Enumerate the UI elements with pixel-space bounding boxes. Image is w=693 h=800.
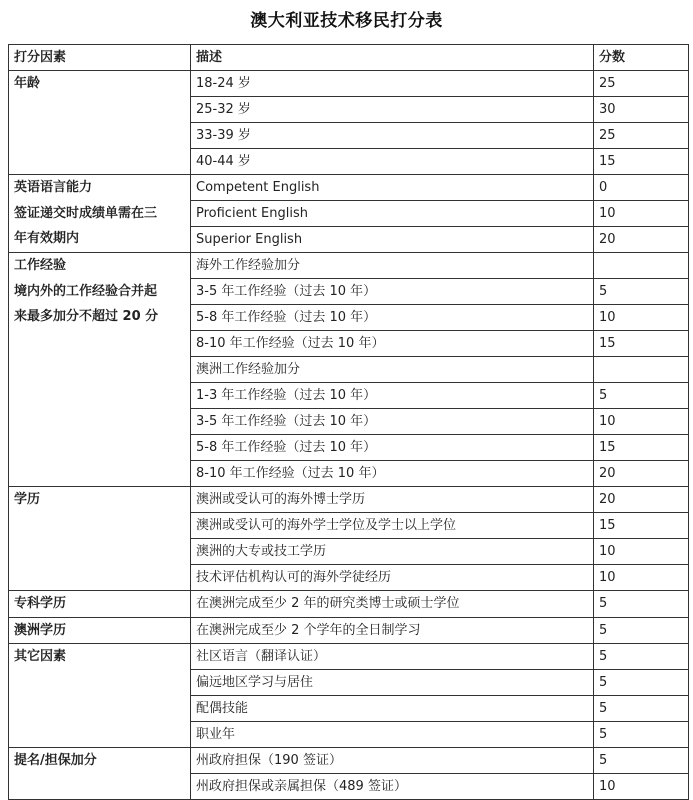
score-cell: 25: [594, 71, 689, 97]
factor-cell: [9, 175, 191, 253]
table-row: [9, 644, 689, 670]
header-description: 描述: [191, 45, 594, 71]
description-cell: 偏远地区学习与居住: [191, 670, 594, 696]
table-body: [9, 71, 689, 800]
description-cell: 在澳洲完成至少 2 年的研究类博士或硕士学位: [191, 591, 594, 618]
description-cell: 社区语言（翻译认证）: [191, 644, 594, 670]
description-cell: 澳洲或受认可的海外学士学位及学士以上学位: [191, 513, 594, 539]
factor-label: 澳洲学历: [14, 622, 67, 638]
score-cell: 20: [594, 227, 689, 253]
description-cell: 18-24 岁: [191, 71, 594, 97]
factor-label: 英语语言能力: [14, 180, 93, 195]
description-cell: 33-39 岁: [191, 123, 594, 149]
factor-cell: [9, 253, 191, 487]
header-row: [9, 45, 689, 71]
table-row: [9, 487, 689, 513]
description-cell: 5-8 年工作经验（过去 10 年）: [191, 305, 594, 331]
description-cell: 5-8 年工作经验（过去 10 年）: [191, 435, 594, 461]
score-cell: 15: [594, 331, 689, 357]
description-cell: 配偶技能: [191, 696, 594, 722]
score-cell: 10: [594, 305, 689, 331]
score-cell: 5: [594, 617, 689, 644]
factor-cell: [9, 71, 191, 175]
factor-cell: [9, 748, 191, 800]
score-cell: 10: [594, 409, 689, 435]
description-cell: 3-5 年工作经验（过去 10 年）: [191, 279, 594, 305]
description-cell: 25-32 岁: [191, 97, 594, 123]
factor-label: 年龄: [14, 76, 41, 91]
score-cell: 15: [594, 435, 689, 461]
score-cell: 15: [594, 513, 689, 539]
score-cell: 30: [594, 97, 689, 123]
factor-cell: [9, 487, 191, 591]
table-row: [9, 591, 689, 618]
score-cell: 5: [594, 591, 689, 618]
description-cell: 40-44 岁: [191, 149, 594, 175]
description-cell: Proficient English: [191, 201, 594, 227]
description-cell: 澳洲或受认可的海外博士学历: [191, 487, 594, 513]
table-row: [9, 748, 689, 774]
factor-label: 学历: [14, 492, 41, 507]
factor-label: 年有效期内: [14, 231, 80, 246]
page-title: 澳大利亚技术移民打分表: [250, 11, 443, 31]
factor-cell: [9, 591, 191, 618]
description-cell: Competent English: [191, 175, 594, 201]
factor-cell: [9, 617, 191, 644]
score-cell: [594, 253, 689, 279]
score-cell: 5: [594, 696, 689, 722]
description-cell: 8-10 年工作经验（过去 10 年）: [191, 331, 594, 357]
score-cell: 15: [594, 149, 689, 175]
score-cell: 20: [594, 461, 689, 487]
table-row: [9, 175, 689, 201]
factor-label: 工作经验: [14, 258, 67, 273]
description-cell: 澳洲工作经验加分: [191, 357, 594, 383]
description-cell: 1-3 年工作经验（过去 10 年）: [191, 383, 594, 409]
table-row: [9, 253, 689, 279]
score-cell: 25: [594, 123, 689, 149]
score-cell: [594, 357, 689, 383]
score-cell: 10: [594, 565, 689, 591]
description-cell: 澳洲的大专或技工学历: [191, 539, 594, 565]
points-table: [8, 44, 689, 800]
score-cell: 5: [594, 383, 689, 409]
description-cell: 3-5 年工作经验（过去 10 年）: [191, 409, 594, 435]
description-cell: 8-10 年工作经验（过去 10 年）: [191, 461, 594, 487]
score-cell: 5: [594, 644, 689, 670]
header-score: 分数: [594, 45, 689, 71]
factor-label: 专科学历: [14, 596, 67, 611]
description-cell: 职业年: [191, 722, 594, 748]
score-cell: 10: [594, 774, 689, 800]
table-row: [9, 71, 689, 97]
description-cell: 州政府担保（190 签证）: [191, 748, 594, 774]
description-cell: 州政府担保或亲属担保（489 签证）: [191, 774, 594, 800]
factor-label: 来最多加分不超过 20 分: [14, 309, 159, 324]
score-cell: 10: [594, 539, 689, 565]
description-cell: 在澳洲完成至少 2 个学年的全日制学习: [191, 617, 594, 644]
score-cell: 0: [594, 175, 689, 201]
score-cell: 20: [594, 487, 689, 513]
score-cell: 5: [594, 748, 689, 774]
description-cell: 技术评估机构认可的海外学徒经历: [191, 565, 594, 591]
factor-label: 境内外的工作经验合并起: [14, 283, 158, 299]
factor-cell: [9, 644, 191, 748]
factor-label: 签证递交时成绩单需在三: [14, 205, 158, 221]
description-cell: 海外工作经验加分: [191, 253, 594, 279]
score-cell: 5: [594, 722, 689, 748]
score-cell: 5: [594, 670, 689, 696]
score-cell: 10: [594, 201, 689, 227]
factor-label: 其它因素: [14, 649, 67, 664]
factor-label: 提名/担保加分: [14, 753, 97, 768]
header-factor: 打分因素: [9, 45, 191, 71]
score-cell: 5: [594, 279, 689, 305]
description-cell: Superior English: [191, 227, 594, 253]
table-row: [9, 617, 689, 644]
